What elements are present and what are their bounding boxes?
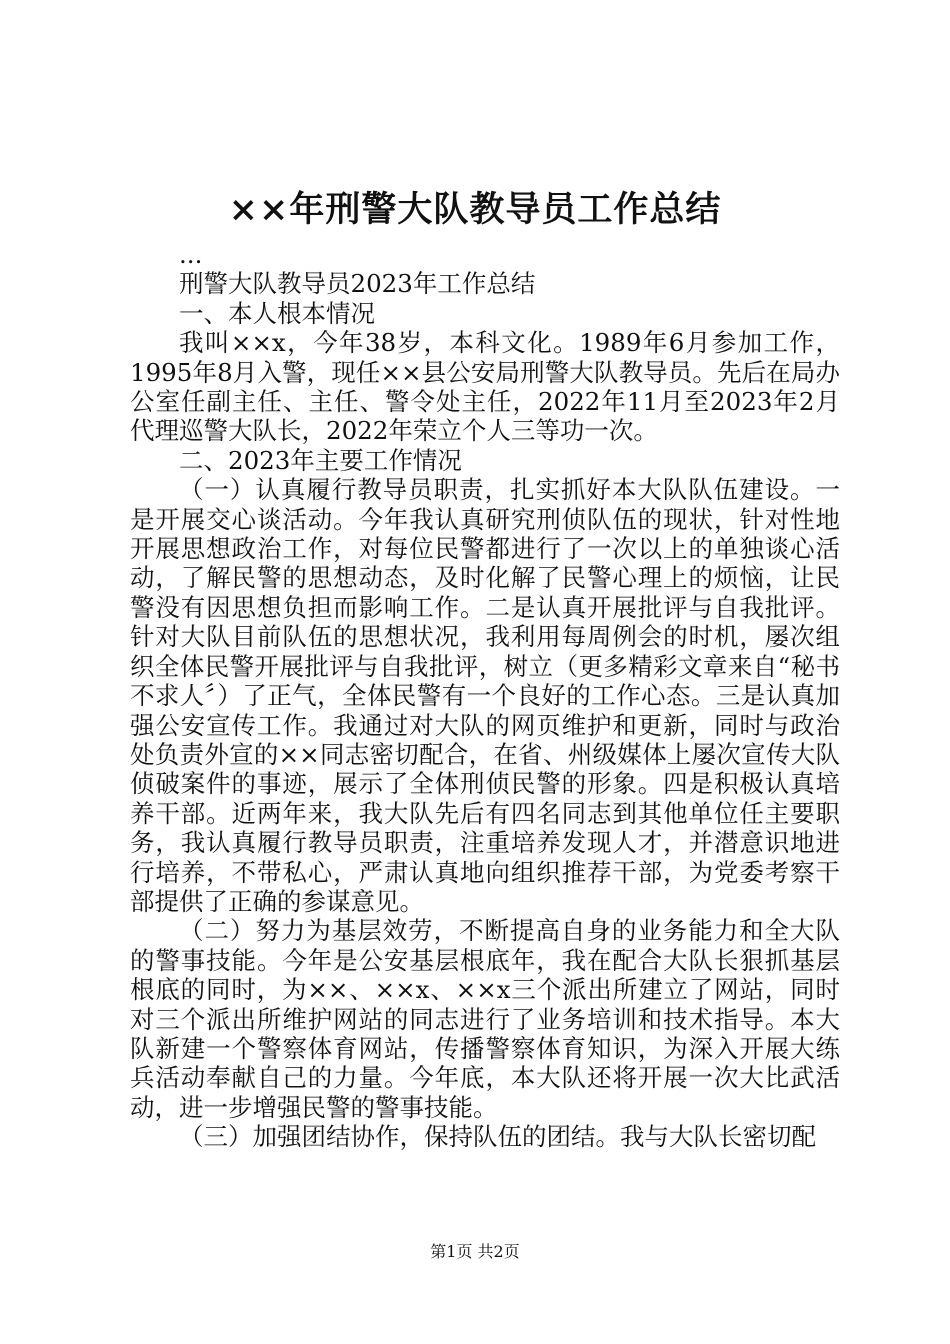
subtitle-paragraph: 刑警大队教导员2023年工作总结 [179,269,536,299]
paragraph-unity: （三）加强团结协作，保持队伍的团结。我与大队长密切配 [179,1122,816,1152]
section-heading-basic-info: 一、本人根本情况 [179,298,375,328]
paragraph-basic-info: 我叫××x，今年38岁，本科文化。1989年6月参加工作，1995年8月入警，现任××县公安局刑警大队教导员。先后在局办公室任副主任、主任、警令处主任，2022年11月至2023年2月代理巡警大队长，2022年荣立个人三等功一次。 [130,328,840,446]
paragraph-team-building: （一）认真履行教导员职责，扎实抓好本大队队伍建设。一是开展交心谈活动。今年我认真研究刑侦队伍的现状，针对性地开展思想政治工作，对每位民警都进行了一次以上的单独谈心活动，了解民警的思想动态，及时化解了民警心理上的烦恼，让民警没有因思想负担而影响工作。二是认真开展批评与自我批评。针对大队目前队伍的思想状况，我利用每周例会的时机，屡次组织全体民警开展批评与自我批评，树立（更多精彩文章来自“秘书不求人〞）了正气，全体民警有一个良好的工作心态。三是认真加强公安宣传工作。我通过对大队的网页维护和更新，同时与政治处负责外宣的××同志密切配合，在省、州级媒体上屡次宣传大队侦破案件的事迹，展示了全体刑侦民警的形象。四是积极认真培养干部。近两年来，我大队先后有四名同志到其他单位任主要职务，我认真履行教导员职责，注重培养发现人才，并潜意识地进行培养，不带私心，严肃认真地向组织推荐干部，为党委考察干部提供了正确的参谋意见。 [130,475,840,916]
page-footer: 第1页 共2页 [430,1242,520,1261]
document-body [130,240,840,1152]
section-heading-main-work: 二、2023年主要工作情况 [179,445,462,475]
paragraph-grassroots-service: （二）努力为基层效劳，不断提高自身的业务能力和全大队的警事技能。今年是公安基层根底年，我在配合大队长狠抓基层根底的同时，为××、××x、××x三个派出所建立了网站，同时对三个派出所维护网站的同志进行了业务培训和技术指导。本大队新建一个警察体育网站，传播警察体育知识，为深入开展大练兵活动奉献自己的力量。今年底，本大队还将开展一次大比武活动，进一步增强民警的警事技能。 [130,916,840,1122]
ellipsis-line: ... [179,240,203,269]
document-title: ××年刑警大队教导员工作总结 [228,189,722,230]
